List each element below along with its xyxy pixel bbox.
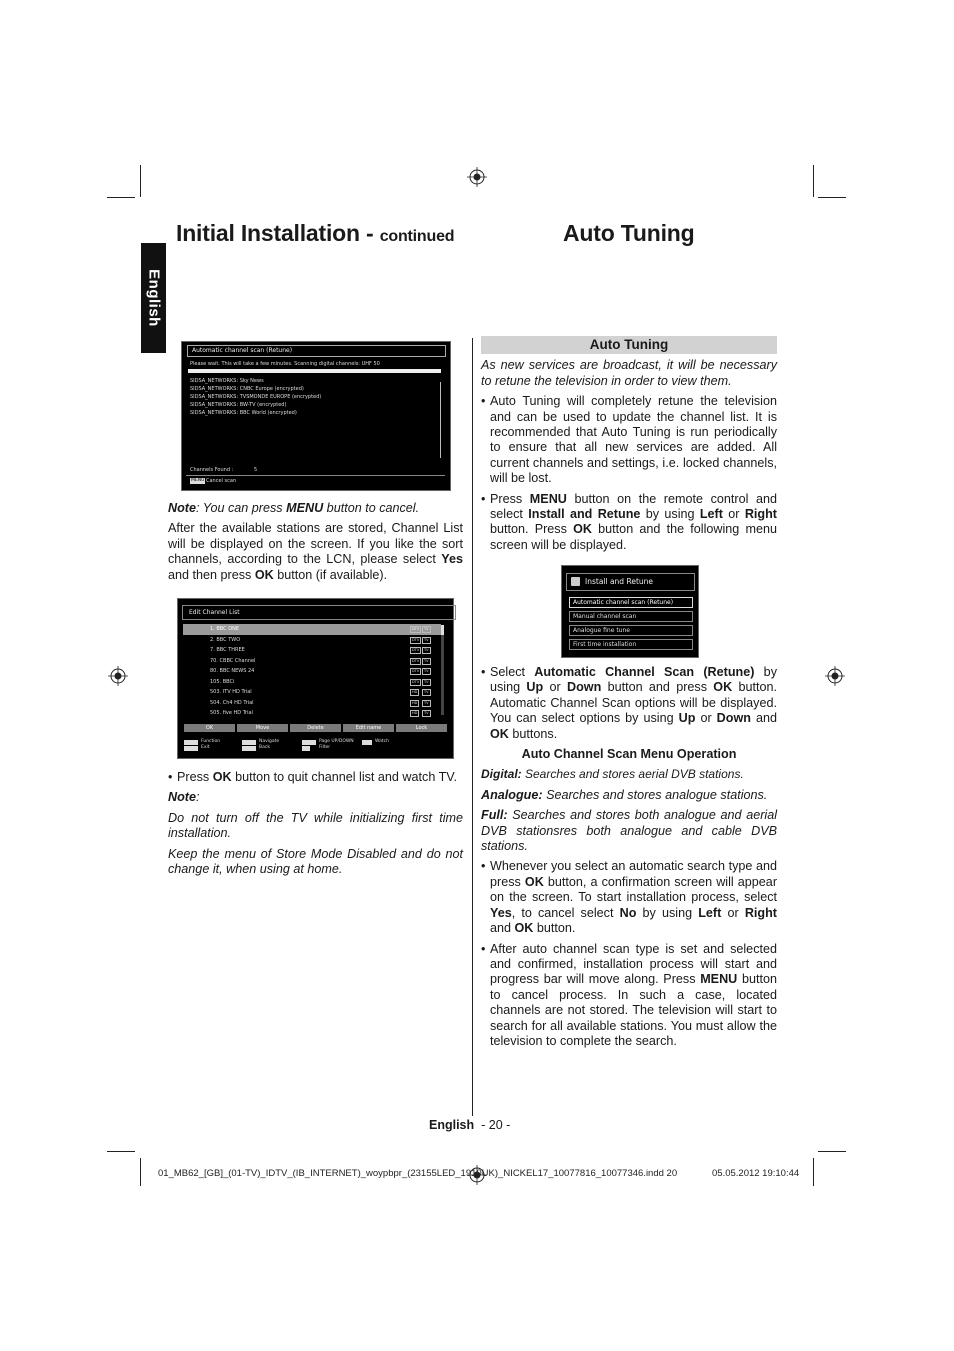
table-row[interactable]: [183, 666, 441, 677]
crop-mark: [813, 165, 814, 197]
channels-found-value: 5: [254, 467, 258, 473]
paragraph-channel-list: After the available stations are stored, Channel List will be displayed on the screen. If you like the sort channels, according to the LCN, please select Yes and then press OK button (if available).: [168, 521, 463, 582]
note-heading: Note:: [168, 790, 200, 805]
list-item: SIDSA_NETWORKS: BBC World (encrypted): [190, 410, 297, 416]
navigate-key-icon: [242, 740, 256, 745]
scan-progress-bar: [188, 369, 441, 373]
scrollbar[interactable]: [440, 382, 441, 458]
function-key-icon: [184, 740, 198, 745]
ok-key-icon: [362, 740, 372, 745]
channel-type-badge: DTV: [412, 627, 420, 631]
tv-badge-icon: TV: [424, 711, 429, 715]
bullet-press-menu: • Press MENU button on the remote control and select Install and Retune by using Left or Right button. Press OK button and the following menu screen will be displayed.: [481, 492, 777, 554]
channel-type-badge: HD: [412, 700, 418, 705]
channel-name: 80. BBC NEWS 24: [210, 668, 255, 674]
back-key-icon: [242, 746, 256, 751]
legend-function: Function: [201, 739, 221, 744]
left-column-lower: [168, 770, 463, 882]
channel-table: [183, 624, 441, 719]
channel-type-badge: DTV: [412, 669, 420, 673]
analogue-option: Analogue: Searches and stores analogue stations.: [481, 787, 768, 802]
menu-item-manual-scan[interactable]: Manual channel scan: [569, 611, 693, 622]
right-column-lower: [481, 665, 777, 1054]
list-item: SIDSA_NETWORKS: CNBC Europe (encrypted): [190, 386, 304, 392]
channel-type-badge: HD: [412, 711, 418, 715]
action-button-move[interactable]: Move: [237, 724, 288, 732]
crop-mark: [813, 1158, 814, 1186]
crop-mark: [107, 197, 135, 198]
channel-name: 7. BBC THREE: [210, 647, 245, 653]
table-row[interactable]: [183, 656, 441, 667]
legend-navigate: Navigate: [259, 739, 280, 744]
exit-key-icon: [184, 746, 198, 751]
screen-title: Automatic channel scan (Retune): [187, 345, 446, 357]
note-cancel: Note: You can press MENU button to cancel.: [168, 501, 420, 515]
menu-item-first-install[interactable]: First time installation: [569, 639, 693, 650]
install-retune-icon: [571, 577, 580, 586]
cancel-scan-hint: Cancel scan: [206, 478, 237, 484]
action-button-edit-name[interactable]: Edit name: [343, 724, 394, 732]
registration-mark-icon: [108, 666, 128, 686]
edit-channel-list-screenshot: [177, 598, 454, 759]
scan-status: Please wait. This will take a few minutes. Scanning digital channels: UHF 50: [190, 361, 380, 367]
tv-badge-icon: TV: [424, 669, 429, 673]
table-row[interactable]: [183, 645, 441, 656]
tv-badge-icon: TV: [424, 637, 429, 642]
filter-key-icon: [302, 746, 310, 751]
digital-option: Digital: Searches and stores aerial DVB stations.: [481, 767, 744, 782]
channel-name: 105. BBCi: [210, 678, 235, 685]
table-row[interactable]: [183, 708, 441, 719]
table-row[interactable]: [183, 698, 441, 709]
crop-mark: [818, 1151, 846, 1152]
page-title-left: Initial Installation - continued: [176, 220, 455, 246]
tv-badge-icon: TV: [424, 679, 429, 684]
channel-name: 2. BBC TWO: [210, 636, 241, 643]
menu-key-icon: MENU: [191, 478, 205, 483]
crop-mark: [818, 197, 846, 198]
full-option: Full: Searches and stores both analogue and aerial DVB stationsres both analogue and cable DVB stations.: [481, 808, 777, 854]
key-legend: [184, 739, 446, 755]
column-divider: [472, 338, 473, 1116]
list-item: SIDSA_NETWORKS: TVSMONDE EUROPE (encrypted): [190, 394, 322, 400]
table-row[interactable]: [183, 624, 441, 635]
channel-name: 70. CBBC Channel: [210, 657, 256, 664]
list-item: SIDSA_NETWORKS: Sky News: [190, 378, 264, 384]
action-button-delete[interactable]: Delete: [290, 724, 341, 732]
screen-divider: [186, 475, 445, 476]
registration-mark-icon: [467, 167, 487, 187]
legend-exit: Exit: [201, 745, 210, 750]
channel-name: 1. BBC ONE: [210, 626, 240, 632]
channel-name: 504. Ch4 HD Trial: [210, 699, 254, 706]
legend-page: Page UP/DOWN: [319, 739, 354, 744]
crop-mark: [107, 1151, 135, 1152]
note-power-off: Do not turn off the TV while initializing first time installation.: [168, 810, 463, 841]
channel-type-badge: DTV: [412, 648, 420, 652]
bullet-quit-list: • Press OK button to quit channel list and watch TV.: [168, 770, 463, 785]
channel-type-badge: DTV: [412, 679, 420, 684]
found-channel-list: [190, 377, 435, 417]
bullet-select-auto-scan: • Select Automatic Channel Scan (Retune) by using Up or Down button and press OK button. Automatic Channel Scan options will be displayed. You can select options by using Up or Down and OK buttons.: [481, 665, 777, 742]
page-key-icon: [302, 740, 316, 745]
channel-name: 505. five HD Trial: [210, 710, 253, 716]
channel-scan-screenshot: [181, 341, 451, 491]
file-date: 05.05.2012 19:10:44: [712, 1168, 800, 1179]
crop-mark: [140, 1158, 141, 1186]
menu-title-bar: [566, 573, 695, 591]
legend-back: Back: [259, 745, 270, 750]
tv-badge-icon: TV: [424, 648, 429, 652]
legend-filter: Filter: [319, 745, 331, 750]
subheading-menu-operation: Auto Channel Scan Menu Operation: [521, 747, 737, 762]
note-store-mode: Keep the menu of Store Mode Disabled and do not change it, when using at home.: [168, 846, 463, 877]
tv-badge-icon: TV: [424, 658, 429, 663]
install-retune-screenshot: [561, 565, 699, 658]
bullet-progress: • After auto channel scan type is set and selected and confirmed, installation process will start and progress bar will move along. Press MENU button to cancel process. In such a case, located channels are not stored. The television will start to search for all available stations. You must allow the television to complete the search.: [481, 942, 777, 1050]
registration-mark-icon: [825, 666, 845, 686]
channel-type-badge: DTV: [412, 637, 420, 642]
tv-badge-icon: TV: [424, 690, 429, 694]
page-title-right: Auto Tuning: [563, 220, 695, 246]
channel-name: 503. ITV HD Trial: [210, 689, 252, 695]
tv-badge-icon: TV: [424, 627, 429, 631]
file-info: 01_MB62_[GB]_(01-TV)_IDTV_(IB_INTERNET)_woypbpr_(23155LED_1910UK)_NICKEL17_10077816_10077346.indd 20: [158, 1168, 678, 1179]
menu-item-auto-scan[interactable]: Automatic channel scan (Retune): [569, 597, 693, 608]
list-item: SIDSA_NETWORKS: BW-TV (encrypted): [190, 402, 287, 408]
channel-type-badge: HD: [412, 690, 418, 694]
left-column: [168, 501, 463, 588]
crop-mark: [140, 165, 141, 197]
page-number: English - 20 -: [429, 1118, 511, 1132]
section-heading: Auto Tuning: [481, 336, 777, 354]
language-side-tab: English: [141, 243, 166, 353]
right-column: [481, 336, 777, 558]
bullet-auto-tuning: • Auto Tuning will completely retune the television and can be used to update the channel list. It is recommended that Auto Tuning is run periodically to ensure that all new services are added. All current channels and settings, i.e. locked channels, will be lost.: [481, 394, 777, 486]
action-button-ok[interactable]: OK: [184, 724, 235, 732]
bullet-confirmation: • Whenever you select an automatic search type and press OK button, a confirmation screen will appear on the screen. To start installation process, select Yes, to cancel select No by using Left or Right and OK button.: [481, 859, 777, 936]
table-row[interactable]: [183, 635, 441, 646]
menu-item-fine-tune[interactable]: Analogue fine tune: [569, 625, 693, 636]
screen-title: Edit Channel List: [182, 605, 456, 620]
scrollbar[interactable]: [441, 625, 444, 715]
intro-paragraph: As new services are broadcast, it will be necessary to retune the television in order to view them.: [481, 358, 777, 388]
action-button-lock[interactable]: Lock: [396, 724, 447, 732]
tv-badge-icon: TV: [424, 700, 429, 705]
channel-type-badge: DTV: [412, 658, 420, 663]
table-row[interactable]: [183, 687, 441, 698]
table-row[interactable]: [183, 677, 441, 688]
menu-title: Install and Retune: [585, 577, 654, 586]
legend-watch: Watch: [375, 739, 390, 744]
channels-found-label: Channels Found :: [190, 467, 234, 473]
channel-action-bar: [184, 724, 446, 732]
